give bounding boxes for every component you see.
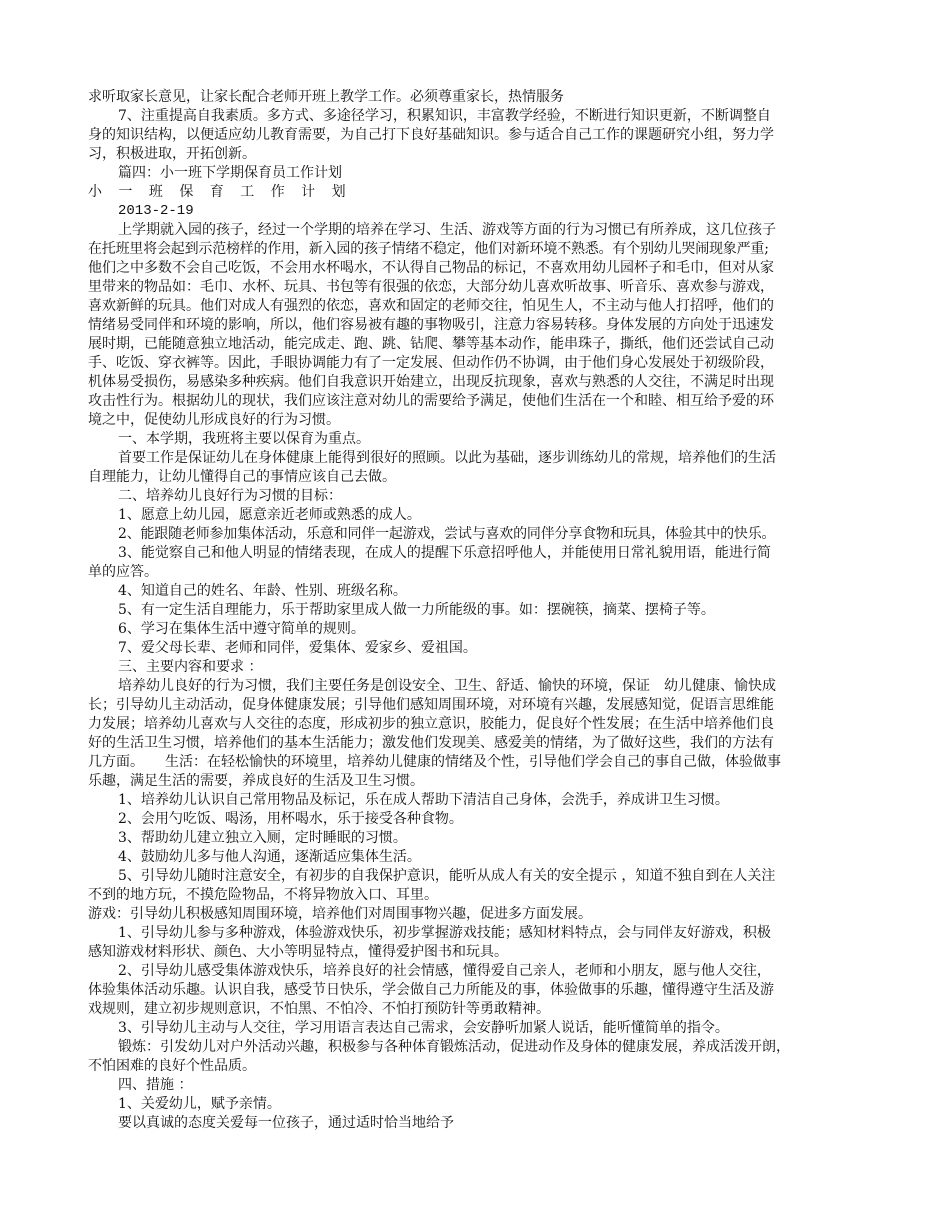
text-line: 求听取家长意见，让家长配合老师开班上教学工作。必须尊重家长，热情服务 bbox=[88, 89, 564, 105]
list-item: 5、有一定生活自理能力，乐于帮助家里成人做一力所能级的事。如：摆碗筷，摘菜、摆椅子等。 bbox=[118, 602, 715, 618]
text-line: 单的应答。 bbox=[88, 564, 158, 580]
text-line: 习，积极进取，开拓创新。 bbox=[88, 146, 256, 162]
list-item: 3、能觉察自己和他人明显的情绪表现，在成人的提醒下乐意招呼他人，并能使用日常礼貌用语，能进行简 bbox=[118, 545, 771, 561]
list-item: 4、鼓励幼儿多与他人沟通，逐渐适应集体生活。 bbox=[118, 849, 421, 865]
text-line: 攻击性行为。根据幼儿的现状，我们应该注意对幼儿的需要给予满足，使他们生活在一个和睦、相互给予爱的环 bbox=[88, 393, 774, 409]
text-line: 身的知识结构，以便适应幼儿教育需要，为自己打下良好基础知识。参与适合自己工作的课题研究小组，努力学 bbox=[88, 127, 774, 143]
document-title: 小 一 班 保 育 工 作 计 划 bbox=[88, 184, 352, 200]
list-item: 1、培养幼儿认识自己常用物品及标记，乐在成人帮助下清洁自己身体，会洗手，养成讲卫生习惯。 bbox=[118, 792, 729, 808]
text-line: 他们之中多数不会自己吃饭，不会用水杯喝水，不认得自己物品的标记，不喜欢用幼儿园杯子和毛巾，但对从家 bbox=[88, 260, 774, 276]
text-line: 里带来的物品如：毛巾、水杯、玩具、书包等有很强的依恋，大部分幼儿喜欢听故事、听音乐、喜欢参与游戏， bbox=[88, 279, 774, 295]
text-line: 锻炼：引发幼儿对户外活动兴趣，积极参与各种体育锻炼活动，促进动作及身体的健康发展，养成活泼开朗， bbox=[118, 1039, 790, 1055]
document-date: 2013-2-19 bbox=[118, 203, 194, 219]
text-line: 游戏：引导幼儿积极感知周围环境，培养他们对周围事物兴趣，促进多方面发展。 bbox=[88, 906, 592, 922]
text-line: 要以真诚的态度关爱每一位孩子，通过适时恰当地给予 bbox=[118, 1115, 454, 1131]
section-heading: 一、本学期，我班将主要以保育为重点。 bbox=[118, 431, 370, 447]
list-item: 2、引导幼儿感受集体游戏快乐，培养良好的社会情感，懂得爱自己亲人，老师和小朋友，愿与他人交往， bbox=[118, 963, 771, 979]
text-line: 不到的地方玩，不摸危险物品，不将异物放入口、耳里。 bbox=[88, 887, 438, 903]
text-line: 乐趣，满足生活的需要，养成良好的生活及卫生习惯。 bbox=[88, 773, 424, 789]
list-item: 5、引导幼儿随时注意安全，有初步的自我保护意识，能听从成人有关的安全提示 ，知道不独自到在人关注 bbox=[118, 868, 776, 884]
text-line: 在托班里将会起到示范榜样的作用，新入园的孩子情绪不稳定，他们对新环境不熟悉。有个别幼儿哭闹现象严重; bbox=[88, 241, 769, 257]
section-heading: 四、措施 ： bbox=[118, 1077, 193, 1093]
section-heading: 三、主要内容和要求 ： bbox=[118, 659, 263, 675]
text-line: 首要工作是保证幼儿在身体健康上能得到很好的照顾。以此为基础，逐步训练幼儿的常规，培养他们的生活 bbox=[118, 450, 776, 466]
text-line: 戏规则，建立初步规则意识，不怕黑、不怕冷、不怕打预防针等勇敢精神。 bbox=[88, 1001, 550, 1017]
text-line: 培养幼儿良好的行为习惯，我们主要任务是创设安全、卫生、舒适、愉快的环境，保证 幼儿健康、愉快成 bbox=[118, 678, 776, 694]
text-line: 展时期，已能随意独立地活动，能完成走、跑、跳、钻爬、攀等基本动作，能串珠子，撕纸，他们还尝试自己动 bbox=[88, 336, 774, 352]
text-line: 好的生活卫生习惯，培养他们的基本生活能力；激发他们发现美、感爱美的情绪，为了做好这些，我们的方法有 bbox=[88, 735, 774, 751]
text-line: 力发展；培养幼儿喜欢与人交往的态度，形成初步的独立意识，胶能力，促良好个性发展；在生活中培养他们良 bbox=[88, 716, 774, 732]
text-line: 7、注重提高自我素质。多方式、多途径学习，积累知识，丰富教学经验，不断进行知识更新，不断调整自 bbox=[118, 108, 771, 124]
section-heading: 篇四：小一班下学期保育员工作计划 bbox=[118, 165, 342, 181]
text-line: 手、吃饭、穿衣裤等。因此，手眼协调能力有了一定发展、但动作仍不协调，由于他们身心发展处于初级阶段， bbox=[88, 355, 774, 371]
list-item: 1、引导幼儿参与多种游戏，体验游戏快乐，初步掌握游戏技能；感知材料特点，会与同伴友好游戏，积极 bbox=[118, 925, 771, 941]
text-line: 长；引导幼儿主动活动，促身体健康发展；引导他们感知周围环境，对环境有兴趣，发展感知觉，促语言思维能 bbox=[88, 697, 774, 713]
text-line: 上学期就入园的孩子，经过一个学期的培养在学习、生活、游戏等方面的行为习惯已有所养成，这几位孩子 bbox=[118, 222, 776, 238]
list-item: 7、爱父母长辈、老师和同伴，爱集体、爱家乡、爱祖国。 bbox=[118, 640, 477, 656]
text-line: 境之中，促使幼儿形成良好的行为习惯。 bbox=[88, 412, 340, 428]
text-line: 几方面。 生活：在轻松愉快的环境里，培养幼儿健康的情绪及个性，引导他们学会自己的事自己做，体验做事 bbox=[88, 754, 781, 770]
list-item: 2、会用勺吃饭、喝汤，用杯喝水，乐于接受各种食物。 bbox=[118, 811, 463, 827]
text-line: 喜欢新鲜的玩具。他们对成人有强烈的依恋，喜欢和固定的老师交往，怕见生人，不主动与他人打招呼，他们的 bbox=[88, 298, 774, 314]
list-item: 2、能跟随老师参加集体活动，乐意和同伴一起游戏，尝试与喜欢的同伴分享食物和玩具，体验其中的快乐。 bbox=[118, 526, 776, 542]
text-line: 自理能力，让幼儿懂得自己的事情应该自己去做。 bbox=[88, 469, 396, 485]
text-line: 体验集体活动乐趣。认识自我，感受节日快乐，学会做自己力所能及的事，体验做事的乐趣，懂得遵守生活及游 bbox=[88, 982, 774, 998]
list-item: 1、愿意上幼儿园，愿意亲近老师或熟悉的成人。 bbox=[118, 507, 421, 523]
text-line: 感知游戏材料形状、颜色、大小等明显特点，懂得爱护图书和玩具。 bbox=[88, 944, 508, 960]
text-line: 情绪易受同伴和环境的影响，所以，他们容易被有趣的事物吸引，注意力容易转移。身体发展的方向处于迅速发 bbox=[88, 317, 774, 333]
list-item: 3、引导幼儿主动与人交往，学习用语言表达自己需求，会安静听加紧人说话，能听懂简单的指令。 bbox=[118, 1020, 729, 1036]
list-item: 6、学习在集体生活中遵守简单的规则。 bbox=[118, 621, 365, 637]
text-line: 机体易受损伤，易感染多种疾病。他们自我意识开始建立，出现反抗现象，喜欢与熟悉的人交往，不满足时出现 bbox=[88, 374, 774, 390]
list-item: 4、知道自己的姓名、年龄、性别、班级名称。 bbox=[118, 583, 407, 599]
section-heading: 二、培养幼儿良好行为习惯的目标： bbox=[118, 488, 342, 504]
text-line: 不怕困难的良好个性品质。 bbox=[88, 1058, 256, 1074]
list-item: 1、关爱幼儿，赋予亲情。 bbox=[118, 1096, 281, 1112]
list-item: 3、帮助幼儿建立独立入厕，定时睡眠的习惯。 bbox=[118, 830, 407, 846]
